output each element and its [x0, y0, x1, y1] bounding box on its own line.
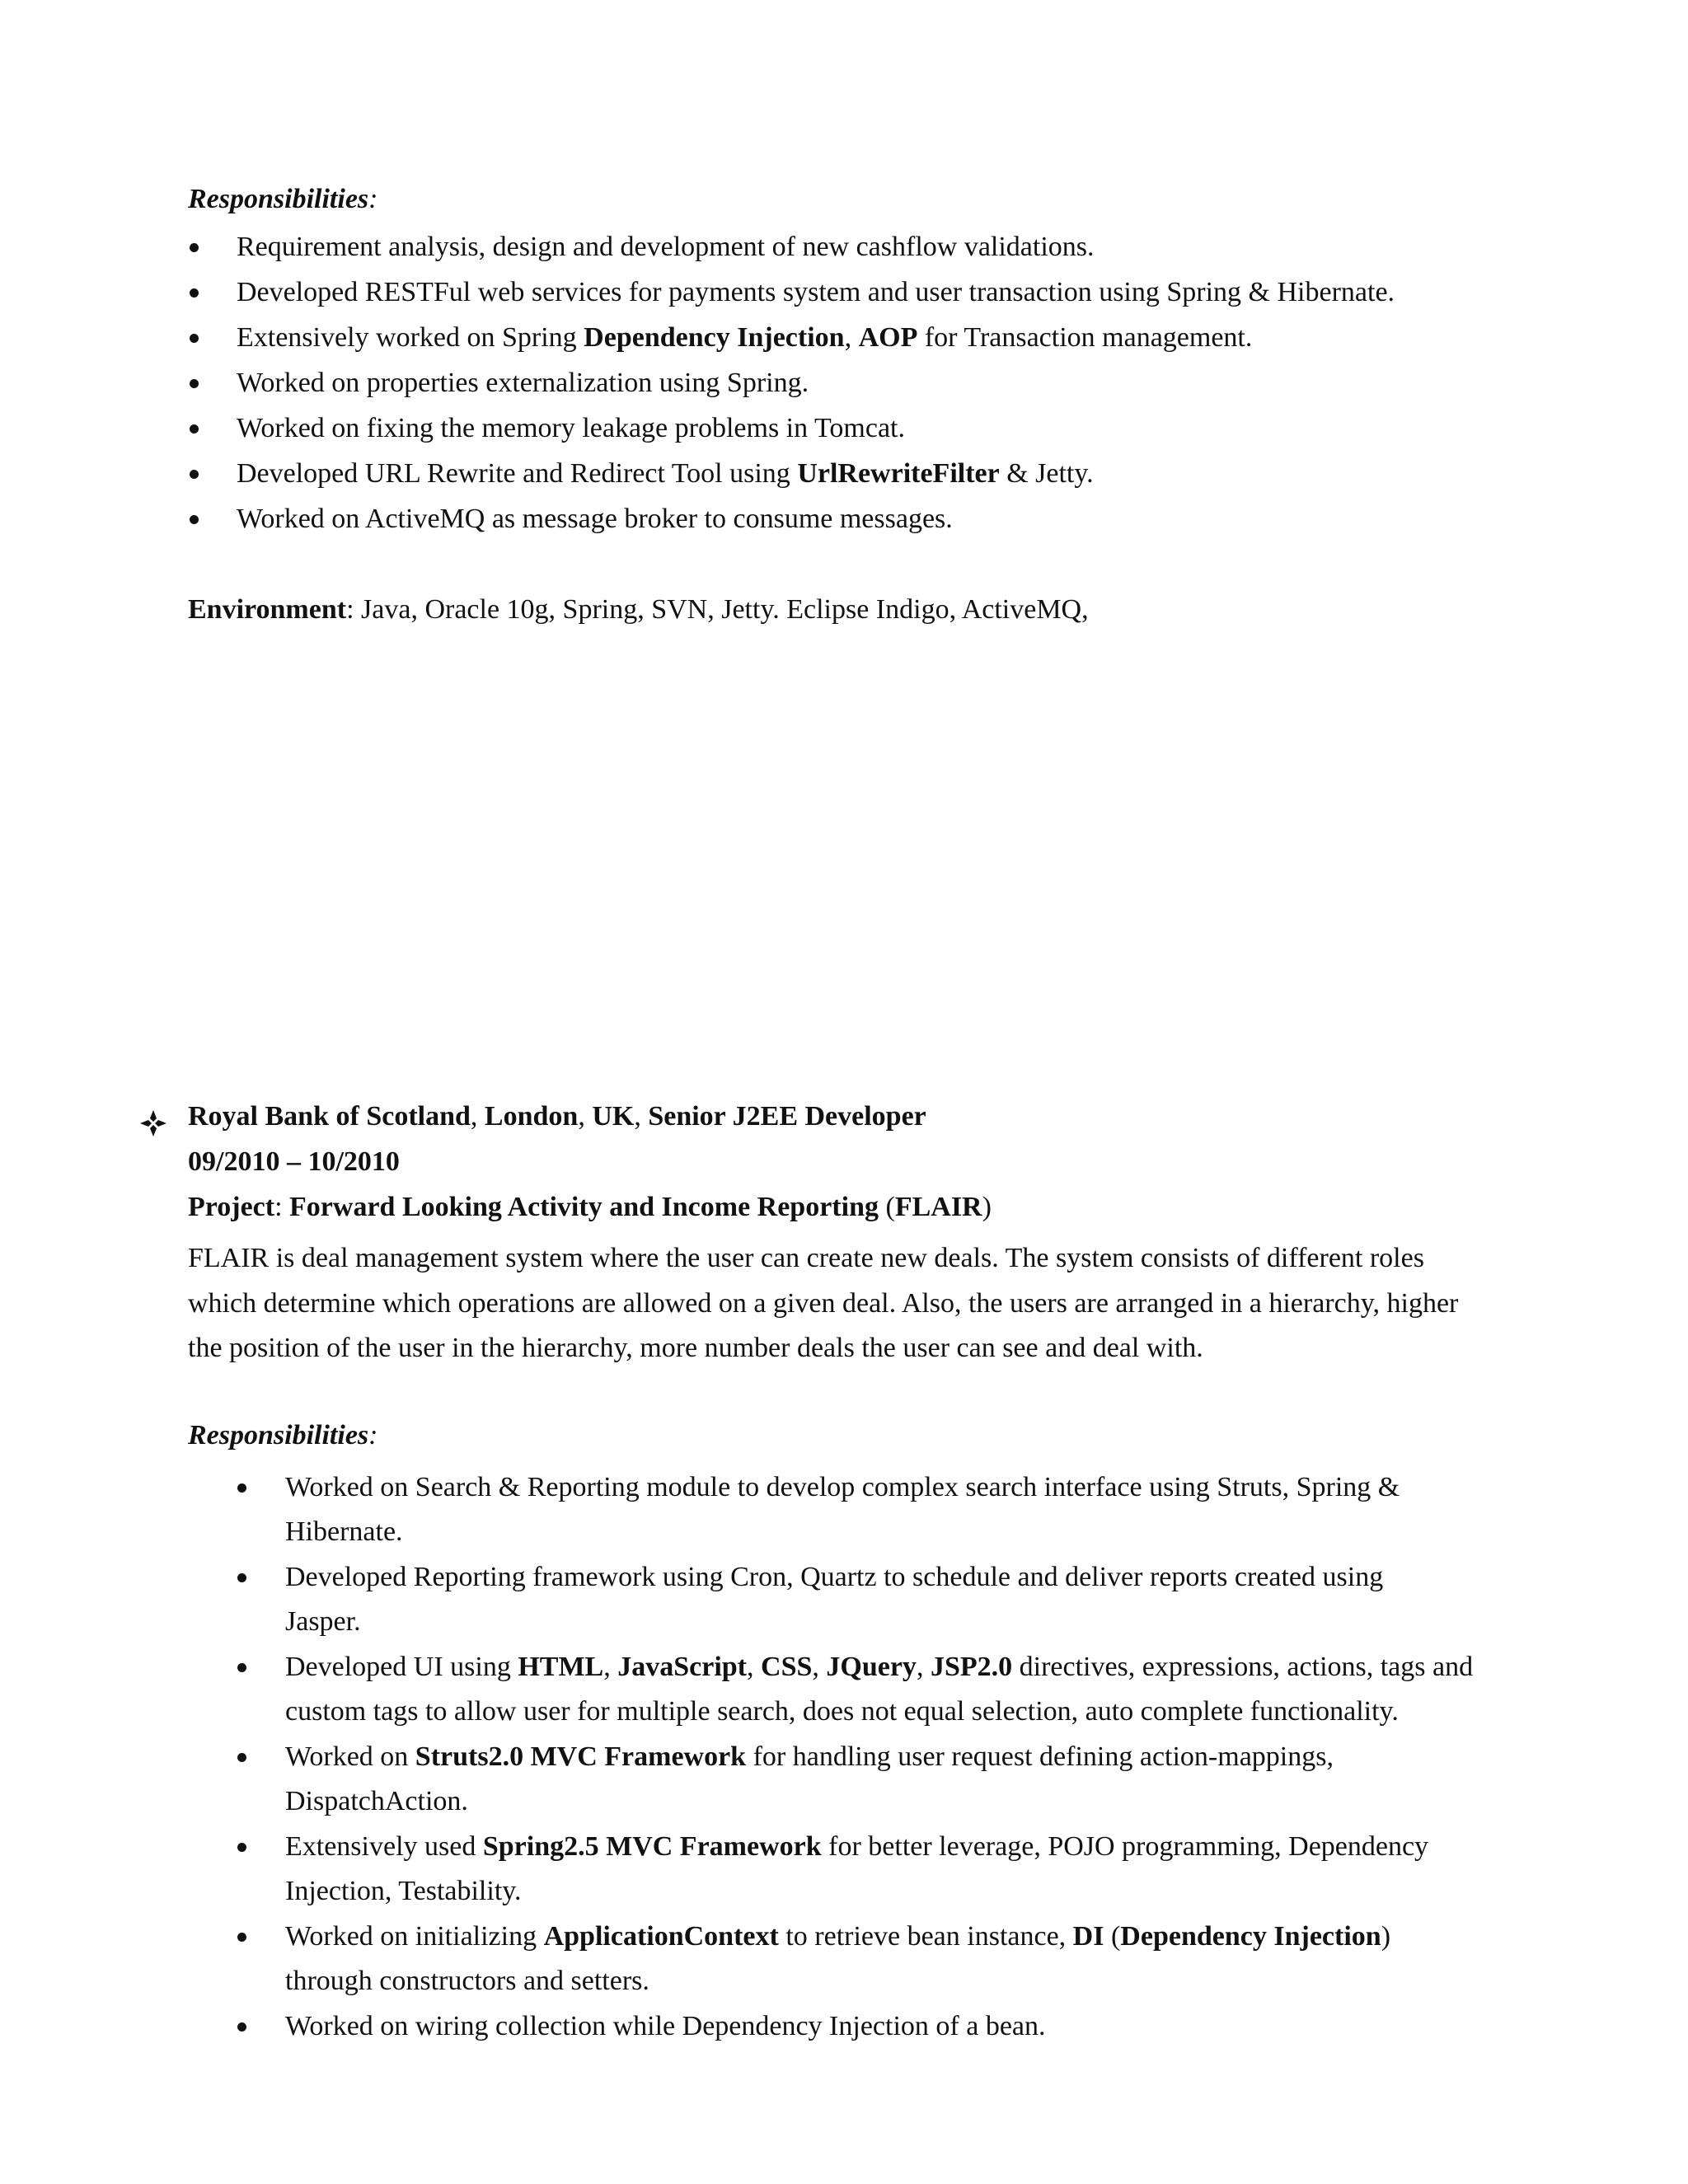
text-run: for Transaction management. [917, 322, 1253, 353]
diamond-bullet-icon [138, 1108, 168, 1138]
list-item [190, 321, 1591, 367]
bullet-dot-icon [190, 424, 199, 434]
text-run: DispatchAction. [285, 1786, 468, 1816]
responsibilities-heading [188, 1419, 377, 1452]
text-run: Developed UI using [285, 1652, 518, 1682]
bold-term: ApplicationContext [543, 1921, 779, 1952]
text-run: Worked on fixing the memory leakage problems in Tomcat. [237, 413, 905, 443]
text-run: Extensively worked on Spring [237, 322, 584, 353]
heading-text: Responsibilities [188, 184, 369, 214]
description-line: the position of the user in the hierarchy, more number deals the user can see and deal with. [188, 1333, 1203, 1363]
bold-term: DI [1072, 1921, 1104, 1952]
list-item [190, 503, 1591, 548]
description-line: FLAIR is deal management system where the user can create new deals. The system consists of different roles [188, 1243, 1424, 1273]
list-item-line [285, 1959, 1556, 2004]
job-role: Senior J2EE Developer [648, 1101, 926, 1132]
list-item-line [285, 1735, 1556, 1779]
text-run: Injection, Testability. [285, 1876, 522, 1906]
text-run: , [844, 322, 859, 353]
environment-text: : Java, Oracle 10g, Spring, SVN, Jetty. Eclipse Indigo, ActiveMQ, [346, 594, 1089, 625]
text-run: Developed URL Rewrite and Redirect Tool using [237, 458, 798, 489]
heading-colon: : [368, 184, 378, 214]
list-item [190, 367, 1591, 412]
project-label: Project [188, 1192, 275, 1222]
heading-text: Responsibilities [188, 1420, 369, 1451]
bold-term: JavaScript [617, 1652, 748, 1682]
list-item-line [285, 1690, 1556, 1734]
list-item [237, 1735, 1556, 1825]
list-item-line [285, 1510, 1556, 1554]
list-item [190, 457, 1591, 503]
bold-term: AOP [858, 322, 918, 353]
text-run: ( [1104, 1921, 1121, 1952]
list-item [237, 1825, 1556, 1915]
list-item-line [285, 1825, 1556, 1869]
text-run: Developed RESTFul web services for payments system and user transaction using Spring & Hibernate. [237, 277, 1395, 307]
bold-term: Dependency Injection [584, 322, 845, 353]
list-item [190, 276, 1591, 321]
list-item [190, 412, 1591, 457]
text-run: directives, expressions, actions, tags and [1012, 1652, 1474, 1682]
bullet-dot-icon [237, 1663, 246, 1672]
bullet-dot-icon [237, 2022, 246, 2032]
text-run: Jasper. [285, 1606, 361, 1637]
text-run: Worked on [285, 1741, 415, 1772]
environment-label: Environment [188, 594, 347, 625]
list-item-line [285, 1915, 1556, 1959]
responsibilities-list [237, 1465, 1556, 2049]
job-dates: 09/2010 – 10/2010 [188, 1146, 400, 1177]
project-description [188, 1236, 1540, 1371]
text-run: Extensively used [285, 1831, 483, 1862]
project-abbr: FLAIR [894, 1192, 982, 1222]
text-run: , [812, 1652, 827, 1682]
company-country: UK [592, 1101, 635, 1132]
responsibilities-heading [188, 183, 377, 216]
text-run: Worked on ActiveMQ as message broker to consume messages. [237, 504, 953, 534]
description-line: which determine which operations are allowed on a given deal. Also, the users are arranged in a hierarchy, higher [188, 1287, 1459, 1319]
text-run: Worked on initializing [285, 1921, 544, 1952]
bullet-dot-icon [190, 243, 199, 252]
bullet-dot-icon [190, 379, 199, 388]
text-run: ) [1381, 1921, 1391, 1952]
bullet-dot-icon [237, 1933, 246, 1942]
heading-colon: : [368, 1420, 378, 1451]
list-item-line [285, 1600, 1556, 1644]
text-run: through constructors and setters. [285, 1966, 649, 1996]
project-name: Forward Looking Activity and Income Reporting [289, 1192, 879, 1222]
bullet-dot-icon [237, 1753, 246, 1762]
employer-line: Royal Bank of Scotland, London, UK, Senior J2EE Developer [188, 1101, 926, 1132]
bullet-dot-icon [237, 1573, 246, 1582]
text-run: Hibernate. [285, 1516, 403, 1547]
bold-term: Dependency Injection [1120, 1921, 1381, 1952]
list-item [237, 1915, 1556, 2004]
text-run: Requirement analysis, design and development of new cashflow validations. [237, 232, 1095, 262]
bullet-dot-icon [190, 334, 199, 343]
bold-term: JSP2.0 [930, 1652, 1013, 1682]
environment-line [188, 593, 1089, 626]
text-run: & Jetty. [999, 458, 1094, 489]
bullet-dot-icon [237, 1843, 246, 1852]
text-run: for better leverage, POJO programming, Dependency [821, 1831, 1429, 1862]
list-item [237, 2004, 1556, 2049]
list-item [237, 1465, 1556, 1555]
list-item-line [285, 1869, 1556, 1914]
text-run: Developed Reporting framework using Cron, Quartz to schedule and deliver reports created using [285, 1562, 1384, 1592]
text-run: to retrieve bean instance, [778, 1921, 1073, 1952]
list-item [237, 1645, 1556, 1735]
text-run: custom tags to allow user for multiple search, does not equal selection, auto complete functionality. [285, 1696, 1399, 1727]
list-item-line [285, 1555, 1556, 1600]
bold-term: Spring2.5 MVC Framework [482, 1831, 822, 1862]
text-run: for handling user request defining action-mappings, [746, 1741, 1334, 1772]
list-item-line [285, 2004, 1556, 2049]
bold-term: HTML [518, 1652, 604, 1682]
text-run: Worked on Search & Reporting module to develop complex search interface using Struts, Spring & [285, 1472, 1400, 1502]
bold-term: JQuery [826, 1652, 917, 1682]
list-item [237, 1555, 1556, 1645]
list-item-line [285, 1645, 1556, 1690]
company-location: London [484, 1101, 579, 1132]
text-run: , [747, 1652, 762, 1682]
bullet-dot-icon [190, 515, 199, 524]
bold-term: CSS [761, 1652, 813, 1682]
project-line: Project: Forward Looking Activity and Income Reporting (FLAIR) [188, 1192, 992, 1222]
bullet-dot-icon [190, 288, 199, 298]
text-run: Worked on properties externalization using Spring. [237, 368, 809, 398]
list-item-line [285, 1465, 1556, 1510]
list-item [190, 231, 1591, 276]
text-run: , [916, 1652, 931, 1682]
bold-term: UrlRewriteFilter [797, 458, 1000, 489]
company-name: Royal Bank of Scotland [188, 1101, 471, 1132]
text-run: , [603, 1652, 618, 1682]
bullet-dot-icon [237, 1483, 246, 1493]
bullet-dot-icon [190, 470, 199, 479]
responsibilities-list [190, 231, 1591, 548]
list-item-line [285, 1779, 1556, 1824]
text-run: Worked on wiring collection while Dependency Injection of a bean. [285, 2011, 1046, 2041]
bold-term: Struts2.0 MVC Framework [415, 1741, 747, 1772]
